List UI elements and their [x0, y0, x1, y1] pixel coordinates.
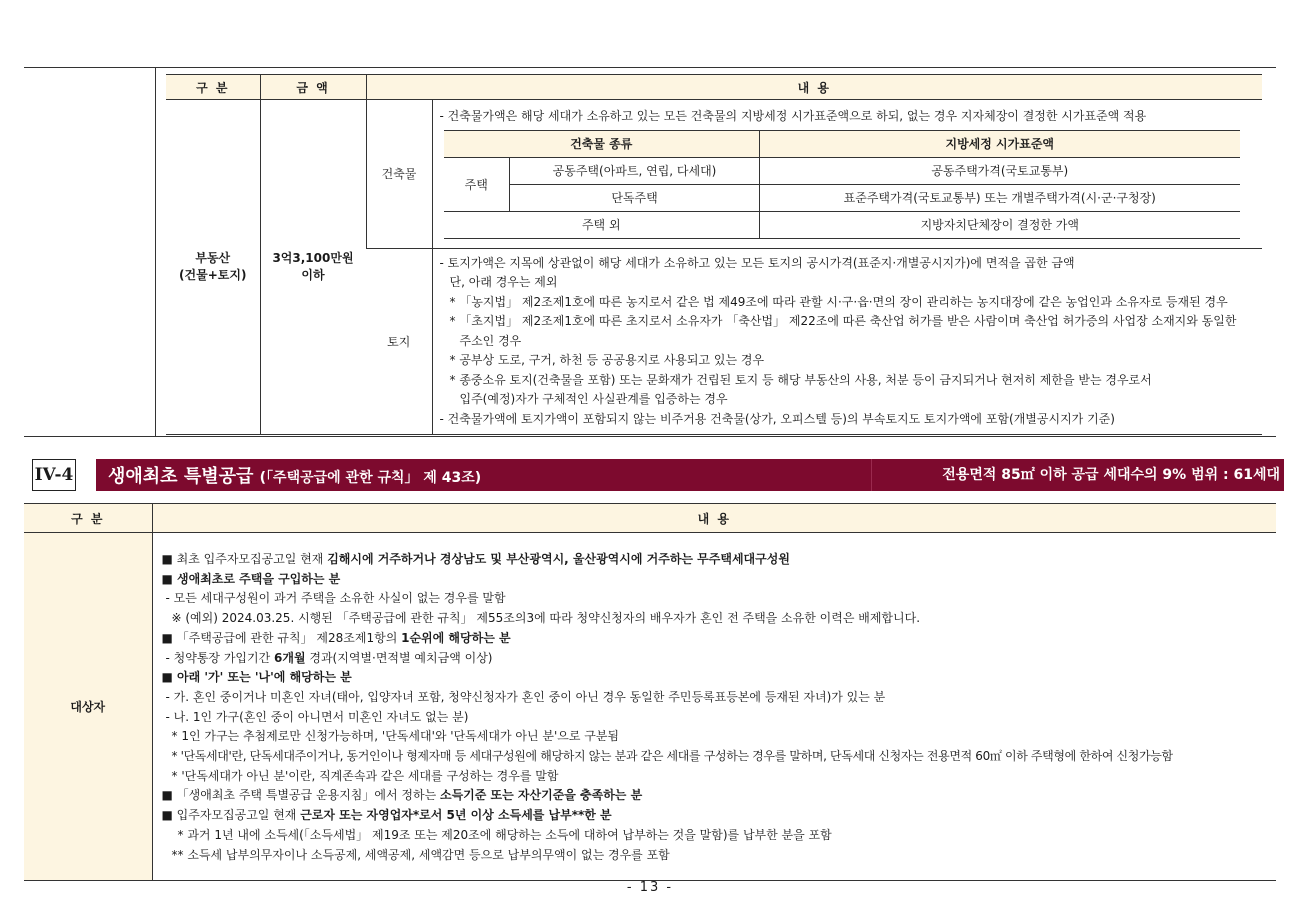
land-line: * 공부상 도로, 구거, 하천 등 공공용지로 사용되고 있는 경우 — [449, 353, 765, 367]
standard-detached: 표준주택가격(국토교통부) 또는 개별주택가격(시·군·구청장) — [760, 184, 1240, 211]
inner-header-standard: 지방세정 시가표준액 — [760, 130, 1240, 157]
type-detached: 단독주택 — [510, 184, 760, 211]
criteria-line: - 청약통장 가입기간 6개월 경과(지역별·면적별 예치금액 이상) — [165, 650, 493, 665]
criteria-line: * '단독세대'란, 단독세대주이거나, 동거인이나 형제자매 등 세대구성원에 해당하지 않는 분과 같은 세대를 구성하는 경우를 말하며, 단독세대 신청자는 전용면적 60㎡ 이하 주택형에 한하여 신청가능함 — [171, 749, 1173, 764]
criteria-line: ■ 아래 '가' 또는 '나'에 해당하는 분 — [161, 670, 352, 685]
land-line: * 종중소유 토지(건축물을 포함) 또는 문화재가 건립된 토지 등 해당 부동산의 사용, 처분 등이 금지되거나 현저히 제한을 받는 경우로서 — [449, 372, 1152, 387]
criteria-line: * 과거 1년 내에 소득세(「소득세법」 제19조 또는 제20조에 해당하는 소득에 대하여 납부하는 것을 말함)를 납부한 분을 포함 — [177, 827, 832, 842]
building-intro: - 건축물가액은 해당 세대가 소유하고 있는 모든 건축물의 지방세정 시가표준액으로 하되, 없는 경우 지자체장이 결정한 시가표준액 적용 — [439, 109, 1147, 123]
criteria-line: ■ 생애최초로 주택을 구입하는 분 — [161, 571, 341, 586]
land-line: 단, 아래 경우는 제외 — [449, 275, 558, 289]
standard-apartment: 공동주택가격(국토교통부) — [760, 157, 1240, 184]
eligibility-header-content: 내 용 — [152, 504, 1276, 533]
section-title — [96, 462, 481, 488]
type-other: 주택 외 — [444, 211, 760, 238]
land-line: * 「농지법」 제2조제1호에 따른 농지로서 같은 법 제49조에 따라 관할 시·구·읍·면의 장이 관리하는 농지대장에 같은 농업인과 소유자로 등재된 경우 — [449, 294, 1228, 309]
eligibility-category: 대상자 — [24, 533, 152, 881]
criteria-line: ■ 입주자모집공고일 현재 근로자 또는 자영업자*로서 5년 이상 소득세를 납부**한 분 — [161, 808, 612, 823]
building-standard-table — [444, 130, 1240, 239]
land-line: - 토지가액은 지목에 상관없이 해당 세대가 소유하고 있는 모든 토지의 공시가격(표준지·개별공시지가)에 면적을 곱한 금액 — [439, 255, 1075, 270]
criteria-line: * 1인 가구는 추첨제로만 신청가능하며, '단독세대'와 '단독세대가 아닌 분'으로 구분됨 — [171, 729, 620, 744]
section-title-ref: (「주택공급에 관한 규칙」 제 43조) — [259, 470, 482, 486]
criteria-line: * '단독세대가 아닌 분'이란, 직계존속과 같은 세대를 구성하는 경우를 말함 — [171, 768, 559, 783]
eligibility-content — [154, 534, 1276, 879]
section-header — [32, 459, 1284, 491]
property-value-table — [166, 74, 1262, 435]
eligibility-header-category: 구 분 — [24, 504, 152, 533]
criteria-line: ** 소득세 납부의무자이나 소득공제, 세액공제, 세액감면 등으로 납부의무액이 없는 경우를 포함 — [171, 847, 670, 862]
criteria-line: - 나. 1인 가구(혼인 중이 아니면서 미혼인 자녀도 없는 분) — [165, 709, 469, 724]
section-title-main: 생애최초 특별공급 — [108, 466, 254, 487]
building-label: 건축물 — [366, 100, 432, 249]
header-category: 구 분 — [166, 75, 260, 100]
section-supply-info: 전용면적 85㎡ 이하 공급 세대수의 9% 범위 : 61세대 — [871, 459, 1284, 491]
criteria-line: ■ 「생애최초 주택 특별공급 운용지침」에서 정하는 소득기준 또는 자산기준을 충족하는 분 — [161, 788, 643, 803]
land-line: - 건축물가액에 토지가액이 포함되지 않는 비주거용 건축물(상가, 오피스텔 등)의 부속토지도 토지가액에 포함(개별공시지가 기준) — [439, 411, 1115, 426]
land-line: 주소인 경우 — [459, 333, 522, 348]
eligibility-table — [24, 503, 1276, 881]
standard-other: 지방자치단체장이 결정한 가액 — [760, 211, 1240, 238]
criteria-line: ※ (예외) 2024.03.25. 시행된 「주택공급에 관한 규칙」 제55조의3에 따라 청약신청자의 배우자가 혼인 전 주택을 소유한 이력은 배제합니다. — [171, 611, 921, 626]
type-apartment: 공동주택(아파트, 연립, 다세대) — [510, 157, 760, 184]
land-description — [434, 250, 1262, 434]
land-label: 토지 — [366, 248, 432, 435]
section-number: IV-4 — [32, 459, 76, 491]
criteria-line: ■ 최초 입주자모집공고일 현재 김해시에 거주하거나 경상남도 및 부산광역시, 울산광역시에 거주하는 무주택세대구성원 — [161, 552, 790, 566]
housing-label: 주택 — [444, 157, 510, 211]
inner-header-type: 건축물 종류 — [444, 130, 760, 157]
category-real-estate: 부동산 (건물+토지) — [166, 100, 260, 435]
page-number: - 13 - — [626, 880, 674, 895]
amount-limit: 3억3,100만원 이하 — [260, 100, 366, 435]
section-title-bar — [96, 459, 1284, 491]
criteria-line: - 가. 혼인 중이거나 미혼인 자녀(태아, 입양자녀 포함, 청약신청자가 혼인 중이 아닌 경우 동일한 주민등록표등본에 등재된 자녀)가 있는 분 — [165, 689, 886, 704]
criteria-line: ■ 「주택공급에 관한 규칙」 제28조제1항의 1순위에 해당하는 분 — [161, 630, 511, 645]
header-amount: 금 액 — [260, 75, 366, 100]
left-column-divider — [155, 68, 156, 436]
criteria-line: - 모든 세대구성원이 과거 주택을 소유한 사실이 없는 경우를 말함 — [165, 591, 506, 606]
property-section — [24, 67, 1276, 437]
land-line: 입주(예정)자가 구체적인 사실관계를 입증하는 경우 — [459, 392, 728, 406]
land-line: * 「초지법」 제2조제1호에 따른 초지로서 소유자가 「축산법」 제22조에 따른 축산업 허가를 받은 사람이며 축산업 허가증의 사업장 소재지와 동일한 — [449, 314, 1237, 328]
header-content: 내 용 — [366, 75, 1262, 100]
